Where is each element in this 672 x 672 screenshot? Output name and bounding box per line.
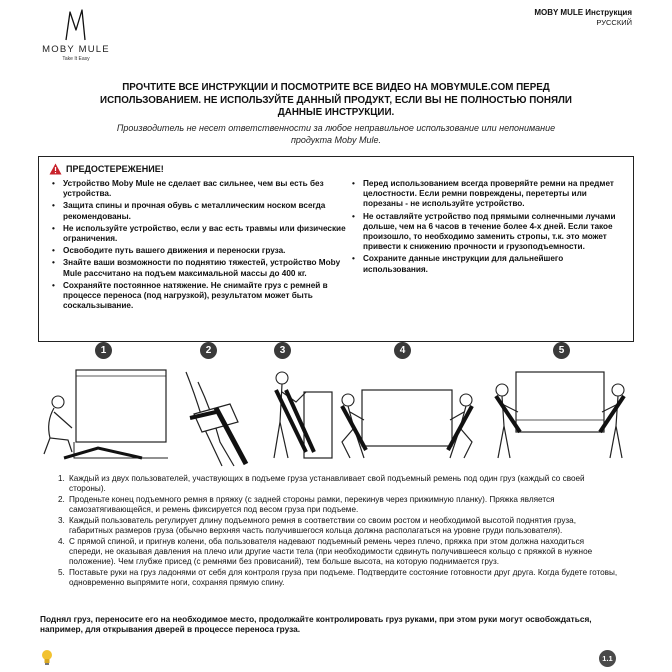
instruction-text: Поставьте руки на груз ладонями от себя для контроля груза при подъеме. Подтвердите состояние готовности друг друга. Когда будете готовы, одновременно выпрямите ноги, сохраняя прямую спину.: [69, 567, 618, 587]
brand-name: MOBY MULE: [42, 44, 110, 55]
warning-item: • Не используйте устройство, если у вас есть травмы или физические ограничения.: [51, 224, 347, 244]
warning-item: • Сохраняйте постоянное натяжение. Не снимайте груз с ремней в процессе переноса (под нагрузкой), результатом может быть соскальзывание.: [51, 281, 347, 312]
instruction-text: Каждый пользователь регулирует длину подъемного ремня в соответствии со своим ростом и необходимой высотой поднятия груза, габаритных размеров груза (обычно верхняя часть получившегося кольца должна располагаться на уровне груди пользователя).: [69, 516, 576, 535]
intro-notice-line: ИСПОЛЬЗОВАНИЕМ. НЕ ИСПОЛЬЗУЙТЕ ДАННЫЙ ПРОДУКТ, ЕСЛИ ВЫ НЕ ПОЛНОСТЬЮ ПОНЯЛИ: [100, 94, 572, 106]
warning-triangle-icon: [49, 163, 62, 175]
disclaimer-line: продукта Moby Mule.: [290, 135, 382, 146]
brand-logo: [38, 6, 114, 62]
instruction-number: 1.: [58, 474, 65, 483]
instruction-item: [58, 537, 618, 567]
warning-heading: [49, 163, 164, 175]
warning-item: • Перед использованием всегда проверяйте ремни на предмет целостности. Если ремни повреждены, перетерты или порезаны - не используйте устройство.: [351, 179, 627, 210]
page-number-badge: 1.1: [599, 650, 616, 667]
instruction-number: 4.: [58, 537, 65, 546]
intro-section: [80, 82, 592, 147]
warning-list-left: [51, 179, 347, 313]
disclaimer-line: Производитель не несет ответственности за любое неправильное использование или непонимание: [116, 122, 556, 133]
disclaimer: [80, 122, 592, 147]
document-header: [534, 8, 632, 27]
warning-item: • Сохраните данные инструкции для дальнейшего использования.: [351, 254, 627, 274]
step-4-illustration: [328, 362, 486, 468]
document-title: MOBY MULE Инструкция: [534, 8, 632, 17]
warning-item: • Знайте ваши возможности по поднятию тяжестей, устройство Moby Mule рассчитано на подъем максимальной массы до 400 кг.: [51, 258, 347, 278]
step-1-illustration: [38, 362, 170, 468]
instruction-text: С прямой спиной, и пригнув колени, оба пользователя надевают подъемный ремень через плечо, пряжка при этом должна находиться спереди, не оказывая давления на плечо или другие части тела (при необходимости сдвинуть получившееся кольцо с пряжкой в нужное положение). Чем глубже присед (с ремнями без провисаний), тем больше высота, на которую поднимается груз.: [69, 537, 593, 566]
document-language: РУССКИЙ: [596, 18, 632, 27]
warning-list-right: [351, 179, 627, 277]
warning-box: [38, 156, 634, 342]
step-number-1: 1: [95, 342, 112, 359]
instruction-list: [58, 474, 618, 589]
instruction-number: 5.: [58, 567, 65, 577]
step-number-5: 5: [553, 342, 570, 359]
instruction-item: [58, 568, 618, 588]
step-5-illustration: [486, 362, 634, 468]
moby-mule-logo-icon: [62, 6, 90, 42]
warning-item: • Защита спины и прочная обувь с металлическим носком всегда рекомендованы.: [51, 201, 347, 221]
intro-notice: [80, 82, 592, 120]
instruction-item: [58, 516, 618, 536]
intro-notice-line: ДАННЫЕ ИНСТРУКЦИИ.: [277, 107, 395, 119]
step-number-2: 2: [200, 342, 217, 359]
closing-note: Поднял груз, переносите его на необходимое место, продолжайте контролировать груз руками, при этом руки могут освобождаться, например, для открывания дверей в процессе переноса груза.: [40, 614, 592, 635]
instruction-number: 2.: [58, 495, 65, 504]
instruction-item: [58, 474, 618, 494]
instruction-item: [58, 495, 618, 515]
intro-notice-line: ПРОЧТИТЕ ВСЕ ИНСТРУКЦИИ И ПОСМОТРИТЕ ВСЕ ВИДЕО НА MOBYMULE.COM ПЕРЕД: [122, 82, 550, 93]
warning-item: • Устройство Moby Mule не сделает вас сильнее, чем вы есть без устройства.: [51, 179, 347, 199]
step-number-4: 4: [394, 342, 411, 359]
brand-tagline: Take It Easy: [62, 56, 90, 62]
step-2-illustration: [176, 362, 254, 468]
step-number-3: 3: [274, 342, 291, 359]
warning-item: • Освободите путь вашего движения и переноски груза.: [51, 246, 347, 256]
instruction-number: 3.: [58, 516, 65, 525]
warning-item: • Не оставляйте устройство под прямыми солнечными лучами дольше, чем на 6 часов в течение более 4-х дней. Если такое произошло, то необходимо заменить стропы, т.к. это может привести к снижению прочности и грузоподъемности.: [351, 212, 627, 253]
instruction-text: Проденьте конец подъемного ремня в пряжку (с задней стороны рамки, перекинув через прижимную планку). Пряжка является самозатягивающейся, и ремень фиксируется под весом груза при подъеме.: [69, 495, 555, 514]
step-illustrations: [38, 340, 634, 470]
step-3-illustration: [256, 362, 336, 468]
instruction-text: Каждый из двух пользователей, участвующих в подъеме груза устанавливает свой подъемный ремень под один груз (каждый со своей стороны).: [69, 474, 585, 493]
lightbulb-icon: [40, 648, 54, 666]
warning-title: ПРЕДОСТЕРЕЖЕНИЕ!: [66, 164, 164, 174]
